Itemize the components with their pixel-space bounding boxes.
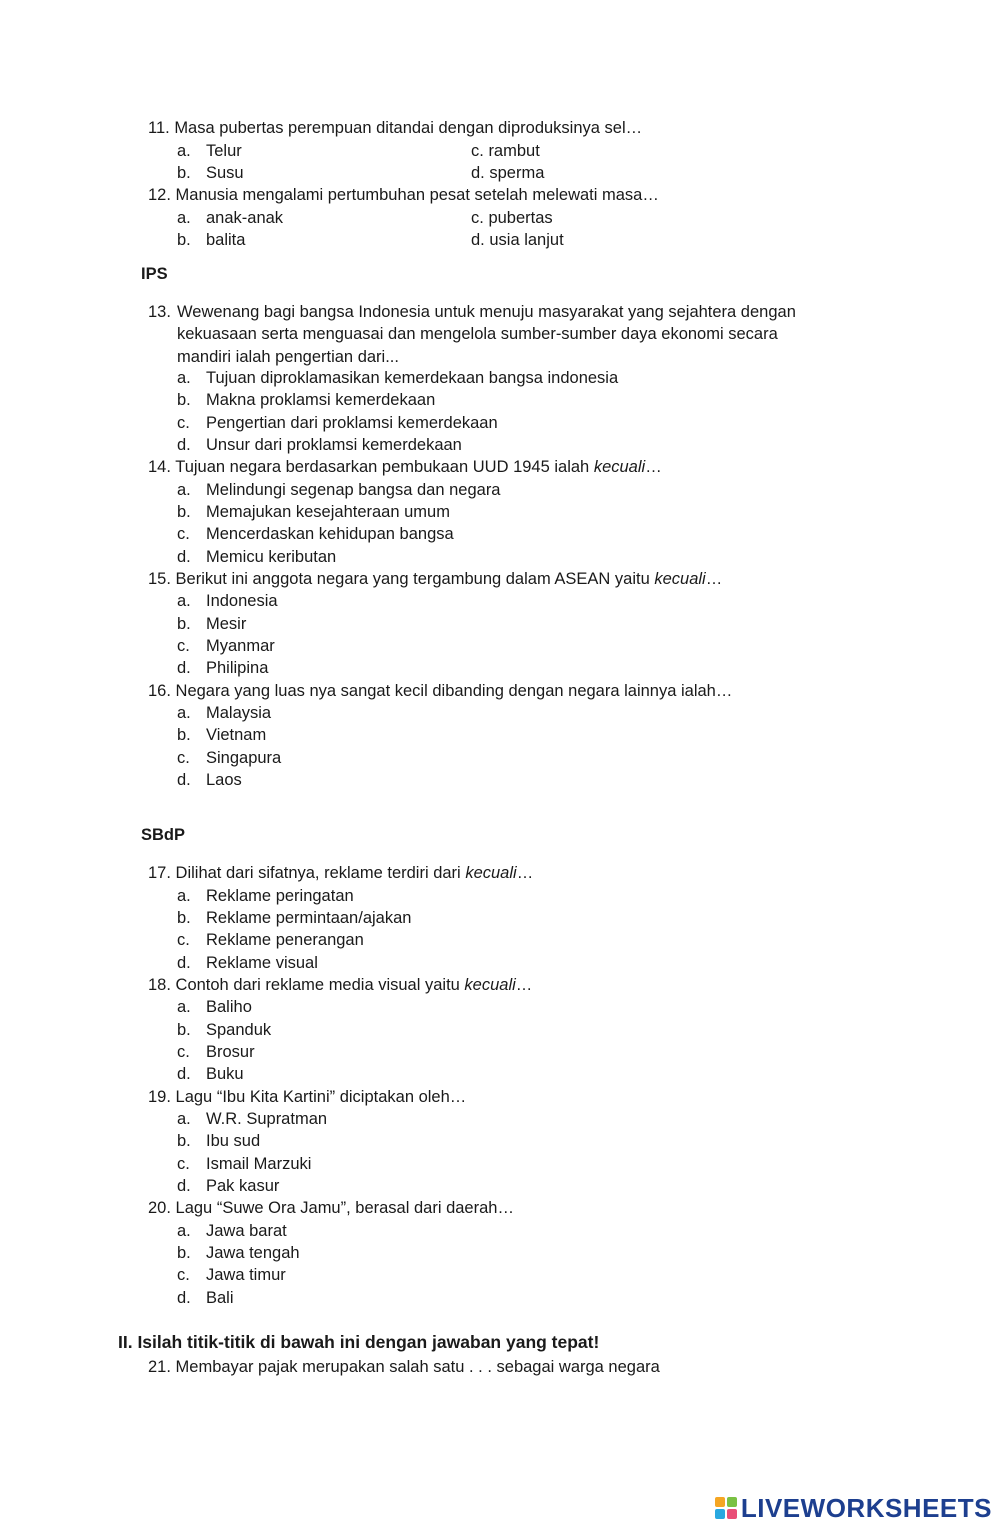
option-17b[interactable]: b. Reklame permintaan/ajakan xyxy=(177,909,412,927)
option-11b[interactable]: b. Susu xyxy=(177,164,244,182)
liveworksheets-brand xyxy=(715,1494,992,1522)
option-14c[interactable]: c. Mencerdaskan kehidupan bangsa xyxy=(177,525,454,543)
option-20d[interactable]: d. Bali xyxy=(177,1289,234,1307)
question-17: 17. Dilihat dari sifatnya, reklame terdiri dari kecuali… xyxy=(148,864,534,882)
option-12c[interactable]: c. pubertas xyxy=(471,209,553,227)
question-12 xyxy=(148,184,659,206)
question-15: 15. Berikut ini anggota negara yang tergambung dalam ASEAN yaitu kecuali… xyxy=(148,570,723,588)
option-20a[interactable]: a. Jawa barat xyxy=(177,1222,287,1240)
option-12a[interactable]: a. anak-anak xyxy=(177,209,284,227)
option-12b[interactable]: b. balita xyxy=(177,231,246,249)
option-19a[interactable]: a. W.R. Supratman xyxy=(177,1110,328,1128)
brand-text: LIVEWORKSHEETS xyxy=(740,1492,992,1523)
question-number: 11. xyxy=(148,119,170,137)
option-20c[interactable]: c. Jawa timur xyxy=(177,1266,286,1284)
option-16c[interactable]: c. Singapura xyxy=(177,749,282,767)
option-13c[interactable]: c. Pengertian dari proklamsi kemerdekaan xyxy=(177,414,498,432)
option-16d[interactable]: d. Laos xyxy=(177,771,242,789)
option-20b[interactable]: b. Jawa tengah xyxy=(177,1244,300,1262)
option-17d[interactable]: d. Reklame visual xyxy=(177,954,318,972)
option-19c[interactable]: c. Ismail Marzuki xyxy=(177,1155,312,1173)
question-number: 12. xyxy=(148,186,171,204)
section-2-heading: II. Isilah titik-titik di bawah ini dengan jawaban yang tepat! xyxy=(118,1332,600,1352)
option-14a[interactable]: a. Melindungi segenap bangsa dan negara xyxy=(177,481,501,499)
liveworksheets-logo-icon xyxy=(715,1497,737,1519)
question-14: 14. Tujuan negara berdasarkan pembukaan UUD 1945 ialah kecuali… xyxy=(148,458,662,476)
option-19b[interactable]: b. Ibu sud xyxy=(177,1132,261,1150)
question-18: 18. Contoh dari reklame media visual yaitu kecuali… xyxy=(148,976,533,994)
option-17c[interactable]: c. Reklame penerangan xyxy=(177,931,364,949)
section-heading-ips: IPS xyxy=(141,265,168,283)
option-15d[interactable]: d. Philipina xyxy=(177,659,269,677)
option-18d[interactable]: d. Buku xyxy=(177,1065,244,1083)
option-15c[interactable]: c. Myanmar xyxy=(177,637,275,655)
question-text: Masa pubertas perempuan ditandai dengan diproduksinya sel… xyxy=(174,119,643,137)
option-16a[interactable]: a. Malaysia xyxy=(177,704,272,722)
option-11d[interactable]: d. sperma xyxy=(471,164,545,182)
option-13a[interactable]: a. Tujuan diproklamasikan kemerdekaan bangsa indonesia xyxy=(177,369,619,387)
question-13-text: Wewenang bagi bangsa Indonesia untuk menuju masyarakat yang sejahtera dengan kekuasaan serta menguasai dan mengelola sumber-sumber daya ekonomi secara mandiri ialah pengertian dari... xyxy=(177,303,796,366)
option-17a[interactable]: a. Reklame peringatan xyxy=(177,887,354,905)
option-16b[interactable]: b. Vietnam xyxy=(177,726,267,744)
option-18b[interactable]: b. Spanduk xyxy=(177,1021,272,1039)
question-20: 20. Lagu “Suwe Ora Jamu”, berasal dari daerah… xyxy=(148,1199,514,1217)
option-11a[interactable]: a. Telur xyxy=(177,142,242,160)
option-15a[interactable]: a. Indonesia xyxy=(177,592,278,610)
option-12d[interactable]: d. usia lanjut xyxy=(471,231,564,249)
section-heading-sbdp: SBdP xyxy=(141,826,186,844)
question-16: 16. Negara yang luas nya sangat kecil dibanding dengan negara lainnya ialah… xyxy=(148,682,733,700)
question-text: Manusia mengalami pertumbuhan pesat setelah melewati masa… xyxy=(170,186,659,204)
option-19d[interactable]: d. Pak kasur xyxy=(177,1177,280,1195)
option-14b[interactable]: b. Memajukan kesejahteraan umum xyxy=(177,503,450,521)
option-13b[interactable]: b. Makna proklamsi kemerdekaan xyxy=(177,391,436,409)
option-18c[interactable]: c. Brosur xyxy=(177,1043,255,1061)
question-19: 19. Lagu “Ibu Kita Kartini” diciptakan oleh… xyxy=(148,1088,467,1106)
option-14d[interactable]: d. Memicu keributan xyxy=(177,548,337,566)
question-21: 21. Membayar pajak merupakan salah satu . . . sebagai warga negara xyxy=(148,1358,660,1376)
option-15b[interactable]: b. Mesir xyxy=(177,615,247,633)
question-11 xyxy=(148,117,642,139)
option-13d[interactable]: d. Unsur dari proklamsi kemerdekaan xyxy=(177,436,462,454)
option-11c[interactable]: c. rambut xyxy=(471,142,540,160)
option-18a[interactable]: a. Baliho xyxy=(177,998,252,1016)
question-13-number: 13. xyxy=(148,303,171,321)
